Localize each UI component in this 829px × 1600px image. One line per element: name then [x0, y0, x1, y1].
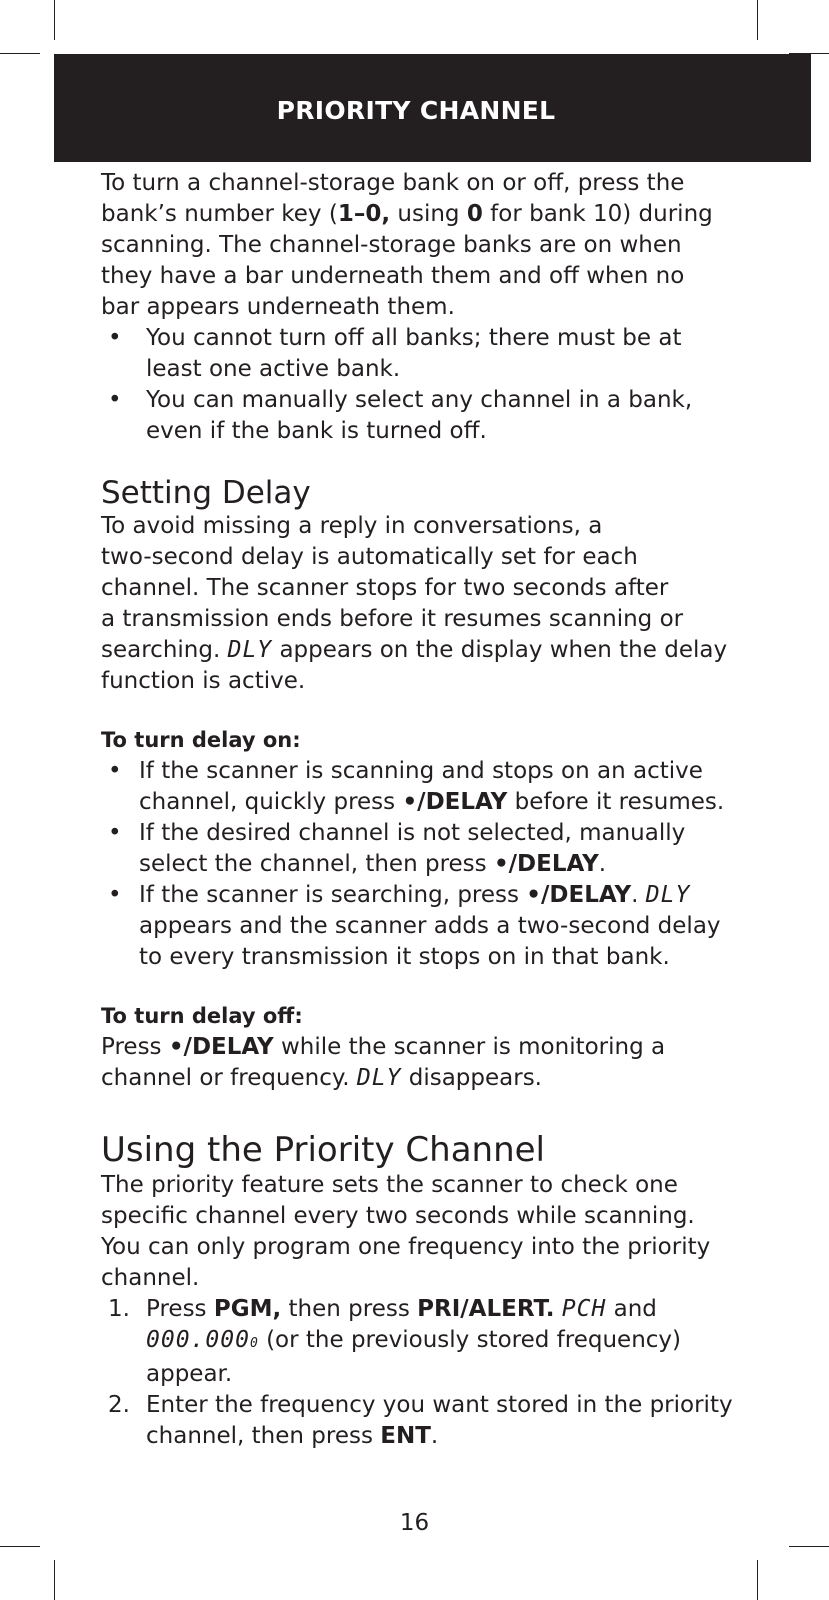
crop-mark — [0, 1546, 40, 1547]
bullet-item: • If the desired channel is not selected, manually select the channel, then press •/DELAY. — [101, 818, 801, 880]
crop-mark — [757, 1560, 758, 1600]
step-number: 2. — [108, 1392, 130, 1418]
bullet-item: • If the scanner is searching, press •/DELAY. DLY appears and the scanner adds a two-second delay to every transmission it stops on in that bank. — [101, 880, 801, 973]
priority-line: You can only program one frequency into the priority — [101, 1234, 711, 1260]
priority-line: channel. — [101, 1265, 200, 1291]
delay-line: searching. DLY appears on the display when the delay — [101, 637, 728, 663]
page-number: 16 — [399, 1510, 430, 1536]
delay-line: a transmission ends before it resumes scanning or — [101, 606, 684, 632]
intro-line: they have a bar underneath them and off when no — [101, 263, 685, 289]
bullet-icon: • — [108, 387, 122, 413]
subheading-delay-on: To turn delay on: — [101, 728, 301, 752]
priority-line: The priority feature sets the scanner to check one — [101, 1172, 678, 1198]
bullet-item: • If the scanner is scanning and stops on an active channel, quickly press •/DELAY before it resumes. — [101, 756, 801, 818]
section-heading-setting-delay: Setting Delay — [101, 475, 311, 511]
lcd-dly-text: DLY — [645, 882, 691, 908]
lcd-frequency-text: 000.000 — [146, 1327, 250, 1353]
bullet-icon: • — [108, 820, 122, 846]
bullet-item: • You can manually select any channel in a bank, even if the bank is turned off. — [101, 385, 801, 447]
delay-line: To avoid missing a reply in conversations, a — [101, 513, 603, 539]
bullet-icon: • — [108, 758, 122, 784]
bullet-icon: • — [108, 882, 122, 908]
crop-mark — [0, 53, 40, 54]
delay-off-line: channel or frequency. DLY disappears. — [101, 1065, 542, 1091]
delay-line: function is active. — [101, 668, 306, 694]
crop-mark — [54, 0, 55, 40]
step-number: 1. — [108, 1296, 130, 1322]
crop-mark — [757, 0, 758, 40]
delay-off-line: Press •/DELAY while the scanner is monitoring a — [101, 1034, 666, 1060]
subheading-delay-off: To turn delay off: — [101, 1004, 303, 1028]
page-title: PRIORITY CHANNEL — [276, 96, 556, 125]
intro-line: scanning. The channel-storage banks are on when — [101, 232, 682, 258]
crop-mark — [789, 1546, 829, 1547]
page-content — [101, 168, 801, 1452]
delay-line: two-second delay is automatically set for each — [101, 544, 638, 570]
delay-line: channel. The scanner stops for two seconds after — [101, 575, 669, 601]
priority-line: specific channel every two seconds while scanning. — [101, 1203, 695, 1229]
section-heading-priority-channel: Using the Priority Channel — [101, 1130, 545, 1170]
intro-line: bank’s number key (1–0, using 0 for bank 10) during — [101, 201, 713, 227]
bullet-item: • You cannot turn off all banks; there must be at least one active bank. — [101, 323, 801, 385]
lcd-pch-text: PCH — [561, 1296, 607, 1322]
intro-line: bar appears underneath them. — [101, 294, 455, 320]
lcd-dly-text: DLY — [356, 1065, 402, 1091]
bullet-icon: • — [108, 325, 122, 351]
lcd-dly-text: DLY — [227, 637, 273, 663]
step-item: 2. Enter the frequency you want stored in the priority channel, then press ENT. — [101, 1390, 801, 1452]
intro-line: To turn a channel-storage bank on or off, press the — [101, 170, 685, 196]
crop-mark — [54, 1560, 55, 1600]
step-item: 1. Press PGM, then press PRI/ALERT. PCH and 000.0000 (or the previously stored frequency) appear. — [101, 1294, 801, 1390]
lcd-frequency-small: 0 — [249, 1336, 259, 1351]
